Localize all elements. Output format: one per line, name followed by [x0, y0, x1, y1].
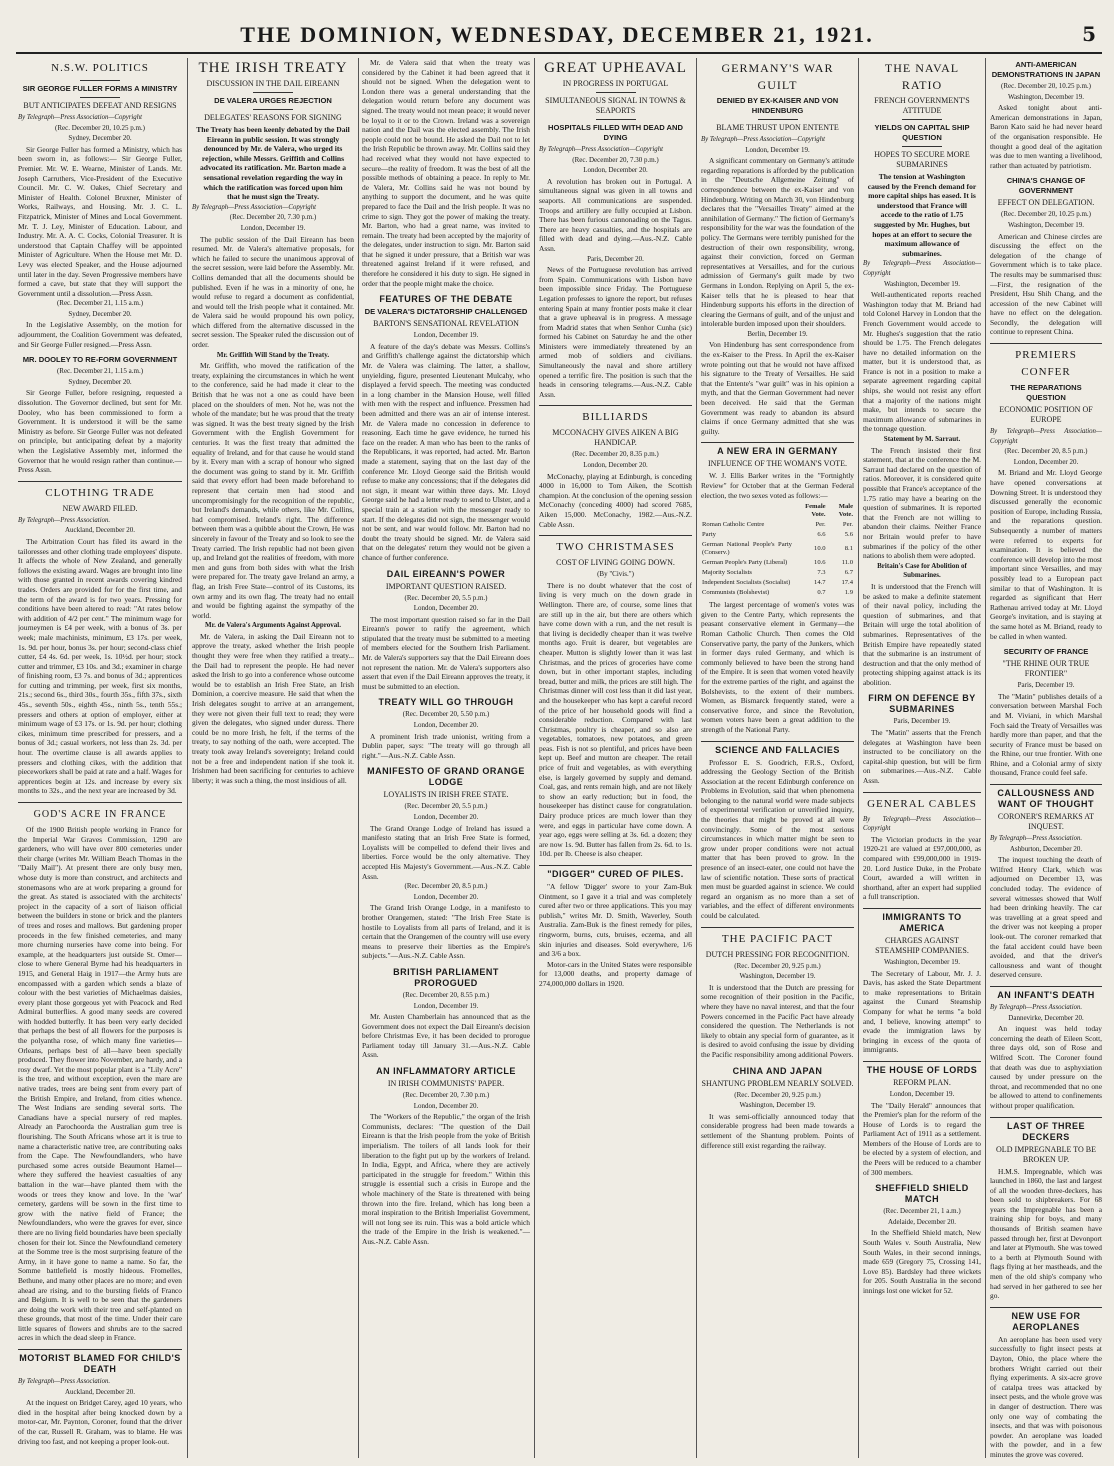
subheadline: SIR GEORGE FULLER FORMS A MINISTRY: [22, 84, 178, 93]
article-body: An aeroplane has been used very successfully to fight insect pests at Dayton, Ohio, the place where the brothers Wright carried out their flying experiments. A six-acre grove of catalpa trees was attacked by insect pests, and the whole grove was in danger of destruction. There was only one way of combating the insects, and that was with poisonous powder. An aeroplane was loaded with the powder, and in a few minutes the grove was covered.: [990, 1334, 1102, 1458]
headline: GREAT UPHEAVAL: [544, 60, 687, 76]
column-divider: [187, 58, 188, 1458]
headline: CALLOUSNESS AND WANT OF THOUGHT: [997, 788, 1095, 810]
credit-line: By Telegraph—Press Association.: [18, 516, 111, 524]
subheadline: INFLUENCE OF THE WOMAN'S VOTE.: [708, 459, 847, 469]
article-callousness: [990, 788, 1102, 980]
table-cell: German National People's Party (Conserv.): [702, 541, 792, 557]
dateline: Washington, December 19.: [883, 957, 961, 966]
received-line: (Rec. December 20, 7.30 p.m.): [402, 1091, 490, 1100]
dateline: London, December 20.: [413, 1101, 479, 1110]
headline: FEATURES OF THE DEBATE: [379, 294, 513, 305]
divider: [539, 405, 692, 406]
article-features-debate: [362, 294, 530, 562]
headline: GERMANY'S WAR GUILT: [721, 61, 834, 92]
subheadline: IN IRISH COMMUNISTS' PAPER.: [387, 1079, 505, 1089]
subheadline: DELEGATES' REASONS FOR SIGNING: [204, 113, 342, 122]
subheadline: CHINA'S CHANGE OF GOVERNMENT: [1006, 176, 1086, 196]
dateline: Paris, December 20.: [587, 254, 644, 263]
dateline: Sydney, December 20.: [68, 134, 132, 143]
column-1: [18, 58, 182, 1458]
article-body: News of the Portuguese revolution has arrived from Spain. Communications with Lisbon have been impossible since Friday. The Portuguese Legation professes to ignore the report, but refuses entering Spain at many frontier posts make it clear that a grave upheaval is in progress. A message from Madrid states that when Senhor Cunha (sic) formed his Cabinet on Saturday he and the other Ministers were immediately threatened by an armed mob of soldiers and civilians. Simultaneously the naval and shore artillery opened a terrific fire. The position is such that the heads in censoring telegrams.—Aus.-N.Z. Cable Assn.: [539, 265, 692, 399]
masthead-title: THE DOMINION, WEDNESDAY, DECEMBER 21, 1921.: [240, 22, 874, 47]
table-cell: 10.0: [814, 545, 826, 553]
vote-table-col: Female Vote.: [805, 503, 826, 519]
article-body: The inquest touching the death of Wilfred Henry Clark, which was adjourned on December 13, was concluded today. The evidence of several witnesses showed that Wolf had been drinking heavily. The car was travelling at a great speed and the driver was not keeping a proper look-out. The coroner remarked that the fatal accident could have been avoided, and that the driver's callousness and want of thought deserved censure.: [990, 855, 1102, 980]
article-jap-demo: [990, 60, 1102, 170]
article-body: W. J. Ellis Barker writes in the "Fortnightly Review" for October that at the German Federal election, the two sexes voted as follows:—: [701, 471, 854, 500]
masthead: [0, 22, 1114, 48]
table-row: [701, 558, 854, 568]
subheadline: YIELDS ON CAPITAL SHIP QUESTION: [874, 123, 970, 142]
table-cell: 0.7: [817, 589, 826, 597]
credit-line: By Telegraph—Press Association.: [18, 1378, 111, 1386]
article-christmases: [539, 539, 692, 859]
credit-line: By Telegraph—Press Association.: [990, 835, 1083, 843]
article-body: Mr. de Valera, in asking the Dail Eireann not to approve the treaty, asked whether the Irish people thought they were free when they ratified a treaty... the Dail had to represent the people. He had never asked the Irish to go into a conference whose outcome would be to establish an Irish Free State, an Irish Dominion, a coercive measure. He said that when the Irish delegates sought to arrive at an arrangement, they were not given their full text to read; they were given the delegates, who signed under duress. There could be no more Irish, he felt, if the terms of the treaty, to say nothing of the oath, were accepted. The treaty took away Ireland's sovereignty; Ireland could not be a free and independent nation if she took it. Irishmen had been sacrificing for centuries to achieve liberty; it was such a thing, the most insidious of all.: [192, 631, 354, 785]
article-body: The "Matin" asserts that the French delegates at Washington have been instructed to be conciliatory on the capital-ship question, but will be firm on submarines.—Aus.-N.Z. Cable Assn.: [863, 728, 981, 786]
table-cell: Party: [702, 531, 716, 539]
divider: [80, 80, 120, 81]
table-cell: 8.1: [844, 545, 853, 553]
article-body: The "Daily Herald" announces that the Premier's plan for the reform of the House of Lords is to regard the Parliament Act of 1911 as a settlement. Members of the House of Lords are to be elected by a system of election, and the Peers will be reduced to a chamber of 300 members.: [863, 1100, 981, 1177]
dateline: Dannevirke, December 20.: [1008, 1013, 1084, 1022]
table-cell: Roman Catholic Centre: [702, 521, 765, 529]
dateline: London, December 19.: [240, 223, 306, 232]
dateline: London, December 19.: [413, 331, 479, 340]
subheadline: IN PROGRESS IN PORTUGAL: [562, 79, 669, 88]
article-body: Well-authenticated reports reached Washington today that M. Briand had told Colonel Harvey in London that the French Government would accede to Mr. Hughes's suggestion that the ratio should be 1.75. The French delegates have no detailed information on the matter, but it is understood that, as France is not in a position to make a separate agreement regarding capital ships, she would not resist any effort that a majority of the nations might make, but intends to secure the maximum allowance of submarines in the tonnage question.: [863, 290, 981, 434]
article-body: A significant commentary on Germany's attitude regarding reparations is afforded by the publication in the "Deutsche Allgemeine Zeitung" of correspondence between the ex-Kaiser and von Hindenburg. Writing on March 30, von Hindenburg declares that the "Versailles Treaty" aimed at the annihilation of Germany." The fiction of Germany's responsibility for the war was the foundation of the policy. The Germans were terribly punished for the destruction of their own responsibility, wrong, against their conviction, forced on German representatives at Versailles, and for the curious admission of Germany's guilt made by two Germans in London. Replying on April 5, the ex-Kaiser tells that he is pleased to hear that Hindenburg supports his efforts in the direction of clearing the Germans of guilt, and of the unjust and intolerable burden imposed upon their shoulders.: [701, 156, 854, 329]
subheadline: NEW AWARD FILED.: [62, 503, 138, 513]
column-4: [539, 58, 692, 1458]
table-cell: 1.9: [844, 589, 853, 597]
divider: [80, 97, 120, 98]
article-irish-treaty: [192, 60, 354, 785]
subheadline: BARTON'S SENSATIONAL REVELATION: [373, 319, 519, 329]
divider: [863, 792, 981, 793]
received-line: (Rec. December 20, 10.25 p.m.): [1001, 210, 1091, 219]
article-body: M. Briand and Mr. Lloyd George have opened conversations at Downing Street. It is understood they discussed generally the economic position of Europe, including Russia, and the reparations question. Subsequently a number of matters were referred to experts for examination. It is believed the conference will develop into the most important since Versailles, and may possibly lead to a European pact similar to that of Washington. It is regarded as significant that Herr Rathenau arrived today at Mr. Lloyd George's invitation, and is staying at the same hotel as M. Briand, ready to be called in when wanted.: [990, 468, 1102, 641]
article-body: Professor E. S. Goodrich, F.R.S., Oxford, addressing the Geology Section of the British Association at the recent Edinburgh conference on Problems in Evolution, said that when phenomena belonging to the natural world were made subjects of experimental verification or unverified inquiry, the theories that might be proved at all were convincingly. Some of the most serious circumstances in which matter might be seen to grow under proper conditions were not actual matter that has been proved to grow. In the presence of an insect-eater, one could not have the law of scientific notation. These sorts of practical men must be guarded against in science. We could regard an organism as no more than a set of variables, and the effect of different environments could be calculated.: [701, 757, 854, 920]
headline: MANIFESTO OF GRAND ORANGE LODGE: [367, 766, 525, 788]
article-orange-lodge: [362, 766, 530, 961]
dateline: Paris, December 19.: [1017, 681, 1075, 690]
subheadline: HOSPITALS FILLED WITH DEAD AND DYING: [548, 123, 683, 142]
divider: [539, 535, 692, 536]
credit-line: By Telegraph—Press Association—Copyright: [863, 260, 981, 277]
dateline: Berlin, December 19.: [747, 329, 808, 338]
dateline: Adelaide, December 20.: [887, 1217, 957, 1226]
dateline: London, December 19.: [889, 1089, 955, 1098]
dateline: London, December 19.: [745, 145, 810, 154]
article-infant-death: [990, 990, 1102, 1111]
article-body: An inquest was held today concerning the death of Eileen Scott, three days old, son of Rose and Wilfred Scott. The Coroner found that death was due to asphyxiation caused by under pressure on the throat, and recommended that no one be allowed to attend to confinements without proper qualification.: [990, 1024, 1102, 1110]
dateline: London, December 19.: [413, 1001, 479, 1010]
article-dooley: [18, 355, 182, 475]
vote-table-header: [701, 502, 854, 520]
divider: [701, 442, 854, 443]
credit-line: By Telegraph—Press Association—Copyright: [990, 428, 1102, 445]
article-naval-ratio: [863, 60, 981, 687]
article-body: The largest percentage of women's votes was given to the Centre Party, which represents the peasant conservative element in Germany—the Roman Catholic Church. Then comes the Old Conservative party, the party of the Junkers, which in former days ruled Germany, and which is commonly believed to have been the strong hand of the Empire. It is seen that women voted heavily for the extreme parties of the right, and against the Bolshevists, to the extent of their numbers. Women, as Bismarck frequently stated, were a conservative force, and since the Revolution, women voters have been a great addition to the strength of the National Party.: [701, 600, 854, 734]
divider: [863, 908, 981, 909]
headline: THE IRISH TREATY: [198, 60, 348, 76]
article-body: The "Matin" publishes details of a conversation between Marshal Foch and M. Viviani, in which Marshal Foch said the Treaty of Versailles was hardly more than paper, and that the security of France must be based on the Rhine, our true frontier. With one Rhine, and a Colonial army of sixty thousand, France could feel safe.: [990, 691, 1102, 778]
subheadline: REFORM PLAN.: [893, 1077, 951, 1087]
headline: N.S.W. POLITICS: [51, 62, 149, 74]
article-billiards: [539, 409, 692, 529]
subheadline: EFFECT ON DELEGATION.: [997, 198, 1095, 208]
article-body: The Grand Irish Orange Lodge, in a manifesto to brother Orangemen, stated: "The Irish Free State is hostile to Loyalists from all parts of Ireland, and it is certain that the Orangemen of the country will use every means to preserve their liberties as the Empire's subjects."—Aus.-N.Z. Cable Assn.: [362, 903, 530, 961]
article-body: Asked tonight about anti-American demonstrations in Japan, Baron Kato said he had never heard of the organisation responsible. He thought a good deal of the agitation was due to men wanting a livelihood, rather than actuated by patriotism.: [990, 103, 1102, 170]
side-heading: Mr. de Valera's Arguments Against Approval.: [205, 621, 341, 630]
article-body: The Grand Orange Lodge of Ireland has issued a manifesto stating that an Irish Free State is formed, Loyalists will be compelled to defend their lives and liberties. Force would be the only alternative. They accepted His Majesty's Government.—Aus.-N.Z. Cable Assn.: [362, 823, 530, 881]
headline: CLOTHING TRADE: [45, 486, 155, 499]
subheadline: IMPORTANT QUESTION RAISED.: [385, 581, 507, 591]
dateline: London, December 20.: [1013, 457, 1079, 466]
table-row: [701, 540, 854, 558]
masthead-rule: [16, 52, 1102, 54]
column-6: [863, 58, 981, 1458]
article-sheffield-shield: [863, 1183, 981, 1295]
vote-table-col: Male Vote.: [838, 503, 853, 519]
headline: THE HOUSE OF LORDS: [866, 1064, 978, 1075]
headline: PREMIERS CONFER: [1015, 349, 1077, 379]
article-body: The most important question raised so far in the Dail Eireann's power to ratify the agreement, which stipulated that the treaty must be submitted to a meeting of members elected for the Southern Irish Parliament. Mr. de Valera's supporters say that the Dail Eireann does not represent the nation. Mr. de Valera's supporters also assert that even if the Dail Eireann approves the treaty, it must be submitted to an election.: [362, 614, 530, 691]
received-line: (Rec. December 20, 10.25 p.m.): [1001, 82, 1091, 90]
subheadline: DE VALERA URGES REJECTION: [214, 96, 332, 105]
article-china-japan: [701, 1066, 854, 1151]
received-line: (Rec. December 21, 1 a.m.): [883, 1207, 961, 1216]
headline: FIRM ON DEFENCE BY SUBMARINES: [868, 693, 976, 715]
credit-line: By Telegraph—Press Association—Copyright: [701, 136, 825, 143]
subheadline: DENIED BY EX-KAISER AND VON HINDENBURG: [716, 96, 839, 115]
article-new-era: [701, 446, 854, 734]
article-security-france: [990, 647, 1102, 778]
headline: THE NAVAL RATIO: [884, 61, 960, 92]
article-piles-ad: [539, 869, 692, 989]
article-immigrants: [863, 912, 981, 1055]
divider: [990, 986, 1102, 987]
article-war-guilt: [701, 60, 854, 436]
received-line: (Rec. December 20, 9.25 p.m.): [734, 961, 821, 970]
headline: LAST OF THREE DECKERS: [1007, 1120, 1085, 1142]
column-7: [990, 58, 1102, 1458]
credit-line: By Telegraph—Press Association—Copyright: [863, 815, 981, 833]
received-line: (Rec. December 20, 8.5 p.m.): [1004, 447, 1088, 456]
vote-table: [701, 502, 854, 598]
article-body: American and Chinese circles are discussing the effect on the delegation of the change of Government which is to take place. The results may be summarised thus:—First, the resignation of the President, Hsu Shih Chang, and the accession of the new Cabinet will have no effect on the delegation. Secondly, the delegation will continue to represent China.: [990, 231, 1102, 337]
column-divider: [696, 58, 697, 1458]
table-cell: Majority Socialists: [702, 569, 753, 577]
dateline: Washington, December 19.: [1007, 220, 1085, 229]
headline: DAIL EIREANN'S POWER: [386, 568, 506, 579]
article-body: There is no doubt whatever that the cost of living is very much on the down grade in Wellington. There are, of course, some lines that are still up in the air, but there are others which have come down with a run, and the net result is that living is decidedly cheaper than it was twelve months ago. Fruit is dearer, but vegetables are cheaper. Mutton is slightly lower than it was last Christmas, and the prices of groceries have come down, but in other important staples, including bread, butter and milk, the prices are still high. The Christmas dinner will cost less than it did last year, and the housekeeper who has kept a careful record of the price of her household goods will find a considerable reduction. Compared with last Christmas, poultry is cheaper, and so also are vegetables, tomatoes, new potatoes, and green peas. Fish is not so plentiful, and prices have been kept up. Beef and mutton are cheaper. The retail price of fruit and vegetables, as with everything else, is largely governed by supply and demand. Coal, gas, and rents remain high, and are not likely to show an early reduction; but in food, the housekeeper has distinct cause for congratulation. Dairy produce prices are much lower than they were, and eggs in particular have come down. A year ago, eggs were selling at 3s. 6d. a dozen; they are now 1s. 9d. Butter has fallen from 2s. 6d. to 1s. 10d. per lb. Cheese is also cheaper.: [539, 580, 692, 859]
dateline: London, December 20.: [413, 721, 479, 730]
headline: A NEW ERA IN GERMANY: [717, 446, 838, 457]
table-row: [701, 568, 854, 578]
dateline: Paris, December 19.: [893, 717, 951, 726]
divider: [253, 92, 293, 93]
table-row: [701, 588, 854, 598]
headline: TWO CHRISTMASES: [556, 541, 675, 554]
column-divider: [358, 58, 359, 1458]
article-body: Of the 1900 British people working in France for the Imperial War Graves Commission, 1290 are gardeners, who will have over 800 cemeteries under their charge (writes Mr. William Beach Thomas in the "Daily Mail"). At present there are only busy men, whose duty is more than construct, and architects and stonemasons who are at work preparing a ground for the great. As stated is associated with the architects' project in the capacity of a sort of liaison official between the builders in stone or brick and the planters of trees and roses and mallows. But gardening proper proceeds in the few finished cemeteries, and many more churning nurseries have come into being. For example, at the headquarters just outside St. Omer—close to where General Byrne had his headquarters in 1915, and General Haig in 1917—the Army huts are encompassed with a garden which sends a blaze of colour with the best varieties of Michaelmas daisies, every plant those gorgeous yet with Peacock and Red Admiral butterflies. A good many seeds are covered with hodded butterfly. It has been very early decided that perhaps the best of all flowers for the purposes is the polyantha rose, of which many fine varieties—Orleans, perhaps best of all—have been specially produced. They flower into November, are hardy, and a rosy dwarf. Yet the most popular plant is a "Lily Acre" is the tree, and without exception, even the mare are native trades, trees are being sent from every part of the British Empire, and Ireland, from cities whence. The West Indians are sending several sorts. The Canadians have a special nursery of red maples. Already an Parochoorda the Australian gum tree is flourishing. The South Africans whose art it is true to name a characteristic native tree, are contributing oaks from the Cape. The Newfoundlanders, who have purchased some acres outside Beaumont Hamel—where they suffered the heaviest casualties of any battalion in the war—have planted them with the woods or trees they know and love. In the 'war' cemetery, gardens will be sown in the first time to grow with the native field of France; the Newfoundlanders, who were the graves for ever, since there are no living field boundaries have been specially chosen for their lot. Since the Newfoundland cemetery at the Somme tree is the most surprising feature of the Army, in it have gone to name a name. So far, the Somme battlefield is mostly hideous. Fromelles, Bethune, and many other places are no more; and even ahead are rising, and to the bursting fields of Franco and Belgium. It is well to be seen that the gardeners are doing the work with their tree and self-planted on these grounds, that most of the time. Under their care little squares of flowers and shrubs are to the sacred acres in which the dead sleep in France.: [18, 825, 182, 1343]
divider: [18, 1349, 182, 1350]
headline: SCIENCE AND FALLACIES: [715, 744, 840, 755]
article-gods-acre: [18, 806, 182, 1343]
received-line: (Rec. December 20, 5.50 p.m.): [402, 710, 490, 719]
column-divider: [985, 58, 986, 1458]
article-portugal: [539, 60, 692, 399]
dateline: London, December 20.: [413, 892, 479, 901]
lead-paragraph: The tension at Washington caused by the French demand for more capital ships has eased. It is understood that France will accede to the ratio of 1.75 suggested by Mr. Hughes, but hopes at an effort to secure the maximum allowance of submarines.: [867, 172, 977, 258]
credit-line: By Telegraph—Press Association—Copyright: [539, 146, 663, 153]
received-line: (Rec. December 20, 5.5 p.m.): [404, 802, 488, 811]
article-body: It is understood that the Dutch are pressing for some recognition of their position in the Pacific, where they have no naval interest, and that the four Powers concerned in the Pacific Pact have already considered the question. The Netherlands is not likely to obtain any special form of guarantee, as it is desired to avoid confusing the issue by dividing the Pacific responsibility among additional Powers.: [701, 982, 854, 1059]
article-motorist: [18, 1353, 182, 1446]
lead-paragraph: The Treaty has been keenly debated by the Dail Eireann in public session. It was strongly denounced by Mr. de Valera, who urged its rejection, while Messrs. Griffith and Collins advocated its ratification. Mr. Barton made a sensational revelation regarding the way in which the ratification was forced upon him that he must sign the Treaty.: [196, 125, 350, 202]
dateline: Auckland, December 20.: [65, 526, 135, 535]
article-general-cables: [863, 796, 981, 902]
divider: [701, 741, 854, 742]
subheadline: DISCUSSION IN THE DAIL EIREANN: [206, 79, 340, 88]
article-continued: [362, 58, 530, 288]
article-body: The Arbitration Court has filed its award in the tailoresses and other clothing trade employees' dispute. It affects the whole of New Zealand, and generally follows the existing award. Wages are brought into line with those granted in recent awards covering kindred trades. Orders are provided for for the first time, and the term of the award is for two years. Pressing for conditions have been altered to read: "At rates below with addition of 4/2 per cent." The minimum wage for journeymen is £4 per week, with a bonus of 3s. per week; male machinists, minimum, £3 17s. per week, 1s. 9d. per hour, bonus 3s. per hour; second-class chief cutter, £4 4s. 6d. per week, 1s. 10½d. per hour; stock cutter and trimmer, £3 10s. and 3d.; examiner in charge of finishing room, £3 7s. and bonus of 3d.; apprentices for cutting and trimming, per week, first six months, 21s.; second 6s., third 30s., fourth 35s., fifth 37s., sixth 45s., seventh 50s., eighth 45s., ninth 5s., tenth 55s.; pressers and others at option of employer, either at minimum wage of £3 17s. or 1s. 9d. per hour; clothing cikes, minimum time prescribed for pressers, and a bonus of 3d.; casual workers, not less than 2s. 3d. per hour. The overtime clause is all awards applies to pressers and clothing cikes, with the addition that pieceworkers shall be paid at rate and a half. Wages for apprentices begin at 12s. and increase by every six months to 32s., and the next year are increased by 3d.: [18, 536, 182, 796]
dateline: Sydney, December 20.: [68, 377, 132, 386]
side-heading: Britain's Case for Abolition of Submarines.: [877, 561, 967, 580]
article-body: The public session of the Dail Eireann has been resumed. Mr. de Valera's alternative proposals, for which he failed to secure the unanimous approval of the secret session, were laid before the Assembly. Mr. Collins demanded that all the documents should be published. Even if he was in a minority of one, he would refuse to regard a document as confidential, and would tell the Irish people what it contained. Mr. de Valera said he would propound his own policy, which differed from the alternative discussed in the secret session. The Speaker ruled the discussion out of order.: [192, 234, 354, 350]
subheadline: SECURITY OF FRANCE: [1003, 647, 1089, 657]
article-aeroplanes: [990, 1311, 1102, 1458]
subheadline: COST OF LIVING GOING DOWN.: [556, 558, 675, 568]
page-number: 5: [1082, 22, 1096, 46]
divider: [596, 119, 636, 120]
divider: [539, 865, 692, 866]
dateline: Washington, December 19.: [739, 1101, 816, 1110]
article-body: McConachy, playing at Edinburgh, is conceding 4000 in 16,000 to Tom Aiken, the Scottish champion. At the conclusion of the opening session McConachy (conceding 4000) had scored 7685, Aiken 15,000. McConachy, 1982.—Aus.-N.Z. Cable Assn.: [539, 471, 692, 529]
article-body: In the Sheffield Shield match, New South Wales v. South Australia, New South Wales, in their second innings, made 659 (Gregory 75, Crossing 141, Love 85). Bardsley had three wickets for 205. South Australia in the second innings lost one wicket for 52.: [863, 1228, 981, 1295]
subheadline: CHARGES AGAINST STEAMSHIP COMPANIES.: [875, 935, 969, 955]
headline: MOTORIST BLAMED FOR CHILD'S DEATH: [19, 1353, 181, 1375]
column-divider: [858, 58, 859, 1458]
byline: (By "Civis."): [597, 570, 634, 579]
table-cell: Independent Socialists (Socialist): [702, 579, 791, 587]
article-clothing-trade: [18, 485, 182, 796]
article-body: Von Hindenburg has sent correspondence from the ex-Kaiser to the Press. In April the ex-Kaiser wrote pointing out that he would not have affixed his signature to the Treaty of Versailles. He said that the Entente's "war guilt" was in his opinion a myth, and that the German Government had never been deceived. He said that the German Government was ready to abandon its absurd claims if once Germany admitted that she was guilty.: [701, 340, 854, 436]
article-body: A prominent Irish trade unionist, writing from a Dublin paper, says: "The treaty will go through all right."—Aus.-N.Z. Cable Assn.: [362, 731, 530, 760]
table-cell: 14.7: [814, 579, 826, 587]
subheadline: THE REPARATIONS QUESTION: [1010, 383, 1082, 403]
article-china-gov: [990, 176, 1102, 337]
headline: BILLIARDS: [582, 411, 649, 424]
table-cell: 7.3: [817, 569, 826, 577]
received-line: (Rec. December 20, 5.5 p.m.): [404, 593, 488, 602]
divider: [902, 119, 942, 120]
credit-line: By Telegraph—Press Association.: [990, 1003, 1083, 1011]
table-cell: German People's Party (Liberal): [702, 559, 788, 567]
subheadline: DE VALERA'S DICTATORSHIP CHALLENGED: [364, 307, 528, 317]
divider: [902, 146, 942, 147]
headline: BRITISH PARLIAMENT PROROGUED: [393, 966, 499, 988]
column-5: [701, 58, 854, 1458]
subheadline: MCCONACHY GIVES AIKEN A BIG HANDICAP.: [552, 428, 679, 448]
article-parliament: [362, 967, 530, 1060]
headline: CHINA AND JAPAN: [732, 1065, 823, 1076]
article-body: The "Workers of the Republic," the organ of the Irish Communists, declares: "The question of the Dail Eireann is that the Irish people from the yoke of British imperialism. The toilers of all lands look for their liberation to the fight put up by the workers of Ireland. In India, Egypt, and Africa, where they are actively participated in the struggle for freedom." Within this struggle is essential such a crisis in Europe and the whole machinery of the State is threatened with being thrown into the fire. Ireland, which has long been a moral inspiration to the British Imperialist Government, will not long see its ruin. This was a bold article which the trade of the Empire in the Irish is weakened."—Aus.-N.Z. Cable Assn.: [362, 1112, 530, 1246]
article-body: Sir George Fuller has formed a Ministry, which has been sworn in, as follows:— Sir George Fuller, Premier. Mr. W. E. Wearne, Minister of Lands. Mr. Joseph Carruthers, Vice-President of the Executive Council. Mr. C. W. Oakes, Chief Secretary and Minister of Health. Colonel Bruxner, Minister of Works, Railways, and Housing. Mr. J. C. L. Fitzpatrick, Minister of Mines and Local Government. Mr. T. J. Ley, Minister of Education. Labour, and Industry. Mr. A. A. C. Cocks, Colonial Treasurer. It is understood that Captain Chaffey will be appointed Minister of Agriculture. When the House met Mr. D. Levy was elected Speaker, and the House adjourned until later in the day. Seven Progressive members have formed a cave, but state that they will support the Government until a dissolution.—Press Assn.: [18, 144, 182, 298]
received-line: (Rec. December 21, 1.15 a.m.): [56, 299, 144, 308]
divider: [990, 784, 1102, 785]
dateline: Sydney, December 20.: [68, 309, 132, 318]
article-science: [701, 745, 854, 921]
dateline: London, December 20.: [413, 604, 479, 613]
table-cell: 17.4: [841, 579, 853, 587]
article-pacific-pact: [701, 931, 854, 1060]
vote-table-col: [701, 502, 793, 520]
table-row: [701, 578, 854, 588]
dateline: Washington, December 19.: [1007, 92, 1085, 101]
headline: AN INFLAMMATORY ARTICLE: [376, 1066, 516, 1077]
divider: [596, 92, 636, 93]
article-body: It is understood that the French will be asked to make a definite statement of their naval policy, including the question of submarines, and that Britain will urge the total abolition of submarines. Representatives of the British Empire have repeatedly stated that the submarine is an instrument of destruction and that the only method of protecting shipping against attack is its abolition.: [863, 581, 981, 687]
dateline: Auckland, December 20.: [65, 1387, 135, 1396]
table-cell: Per.: [842, 521, 853, 529]
dateline: Ashburton, December 20.: [1009, 844, 1083, 853]
dateline: London, December 20.: [583, 461, 648, 470]
received-line: (Rec. December 20, 10.25 p.m.): [55, 123, 145, 132]
column-divider: [534, 58, 535, 1458]
article-body: Mr. de Valera said that when the treaty was considered by the Cabinet it had been agreed that it should not be signed. When the delegation went to London there was a general understanding that the delegation would return before any document was signed. The treaty would not mean peace; it would never be loyal to it or to the Crown. Ireland was a sovereign nation and the Dail was the elected assembly. The Irish people could not be bound. He asked the Dail not to let the Irish Republic be thrown away. Mr. Collins said they had received what they would not have expected to secure—the reality of freedom. It was the best of all the possible methods of obtaining a peace. In reply to Mr. de Valera, Mr. Collins said he was not bound by anything to support the document, and he was quite prepared to face the Dail and the Irish people. It was no crime to sign. They got the power of making the treaty. Mr. Barton, who had a great name, was invited to remain. The treaty had been accepted by the majority of the delegates, under instruction to sign. Mr. Barton said that he signed it under pressure, that a British war was threatened against Ireland if it were refused, and therefore he considered it his duty to sign. He signed in order that the people might make the choice.: [362, 58, 530, 288]
received-line: (Rec. December 20, 8.5 p.m.): [404, 882, 488, 891]
subheadline: BUT ANTICIPATES DEFEAT AND RESIGNS: [23, 101, 177, 110]
article-body: At the inquest on Bridget Carey, aged 10 years, who died in the hospital after being knocked down by a motor-car, Mr. Paynton, Coroner, found that the driver of the car, Russell R. Graham, was to blame. He was driving too fast, and not keeping a proper look-out.: [18, 1398, 182, 1446]
article-premiers-confer: [990, 347, 1102, 641]
table-cell: 10.6: [814, 559, 826, 567]
article-house-of-lords: [863, 1065, 981, 1177]
dateline: Washington, December 19.: [739, 972, 816, 981]
headline: THE PACIFIC PACT: [721, 932, 834, 945]
article-body: Sir George Fuller, before resigning, requested a dissolution. The Governor declined, but sent for Mr. Dooley, who has been commissioned to form a Government. It is understood it will be the same Ministry as before. Sir George Fuller was not defeated on principle, but anticipating defeat by a majority when the Legislative Assembly met, informed the Governor that he would resign rather than continue.—Press Assn.: [18, 388, 182, 475]
article-submarines: [863, 693, 981, 785]
credit-line: By Telegraph—Press Association—Copyright: [18, 114, 142, 121]
dateline: Washington, December 19.: [883, 279, 961, 288]
table-row: [701, 530, 854, 540]
headline: NEW USE FOR AEROPLANES: [1011, 1310, 1081, 1332]
subheadline: ECONOMIC POSITION OF EUROPE: [999, 405, 1093, 425]
table-row: [701, 520, 854, 530]
divider: [990, 1307, 1102, 1308]
received-line: (Rec. December 20, 9.25 p.m.): [734, 1090, 821, 1099]
column-2: [192, 58, 354, 1458]
article-body: The French insisted their first statement, that at the conference the M. Sarraut had declared on the question of ratios. Moreover, it is considered quite possible that France's acceptance of the 1.75 ratio may have a bearing on the question of submarines. It is reported that the French are not willing to abandon their claims. Neither France nor Britain would prefer to have submarines if the policy of the other nations to abolish them were adopted.: [863, 445, 981, 561]
received-line: (Rec. December 20, 8.55 p.m.): [402, 990, 490, 999]
received-line: (Rec. December 20, 8.35 p.m.): [572, 450, 659, 459]
article-body: Mr. Griffith, who moved the ratification of the treaty, explaining the circumstances in which he went to the conference, said he had made it clear to the British that he was not a one as could have been placed on the shoulders of men. Not he, was not the whole of the mandate; but he was proud that the treaty was signed. It was the best treaty signed by the Irish Government with the English Government for centuries. It was the first treaty that admitted the equality of Ireland, and for that cause he would stand by it. Every man with a scrap of honour who signed the document was going to stand by it. Mr. Griffith said that every effort had been made beforehand to represent that certain men had stood and uncompromisingly for the recognition of the republic, but Ireland's demands, while others, like Mr. Collins, had compromised. Ireland's right. The difference between them was a quibble about the Crown, He was sincerely in favour of the Treaty and so look to see the Treaty carried. The Irish republic had not been given up, and Ireland got the realities of freedom, with more men and guns from both sides with what the Irish were prepared for. The treaty gave Ireland an army, a flag, an Irish Free State—control of its Customs, its own army and its own flag. The treaty had no entail and would be fighting against the sympathy of the world.: [192, 361, 354, 620]
subheadline: FRENCH GOVERNMENT'S ATTITUDE: [874, 96, 970, 115]
article-body: H.M.S. Impregnable, which was launched in 1860, the last and largest of all the wooden three-deckers, has been sold to shipbreakers. For 68 years the Impregnable has been a training ship for boys, and many thousands of British seamen have passed through her, first at Devonport and later at Plymouth. She was towed to a berth at Plymouth Sound with flags flying at her mastheads, and the men of the old ship's company who had served in her gathered to see her go.: [990, 1166, 1102, 1301]
divider: [701, 927, 854, 928]
received-line: (Rec. December 20, 7.30 p.m.): [572, 155, 659, 164]
subheadline: DUTCH PRESSING FOR RECOGNITION.: [705, 949, 850, 959]
divider: [863, 1061, 981, 1062]
table-cell: Per.: [815, 521, 826, 529]
headline: GOD'S ACRE IN FRANCE: [33, 809, 167, 820]
divider: [990, 343, 1102, 344]
side-heading: Statement by M. Sarraut.: [883, 435, 961, 444]
article-inflammatory: [362, 1066, 530, 1247]
column-3: [362, 58, 530, 1458]
table-cell: 11.0: [841, 559, 853, 567]
subheadline: SHANTUNG PROBLEM NEARLY SOLVED.: [701, 1078, 854, 1088]
article-body: In the Legislative Assembly, on the motion for adjournment, the Coalition Government was defeated, and Sir George Fuller resigned.—Press Assn.: [18, 320, 182, 349]
table-cell: 6.6: [817, 531, 826, 539]
article-body: A feature of the day's debate was Messrs. Collins's and Griffith's challenge against the dictatorship which Mr. de Valera was claiming. The latter, a shallow, unyielding, figure, presented Lieutenant Mulcahy, who displayed a fervid speech. The meeting was conducted in a long chamber in the Mansion House, well filled with men with the respect and influence. Pressmen had been admitted and there was an air of intense interest. Mr. de Valera made no concession in deference to reasoning. Each time he gave evidence, he turned his face on the reader. A man who has been to the ranks of the Republicans, it was reported, had acted. Mr. Barton made a statement, saying that on the last day of the conference Mr. Lloyd George said the British would refuse to make any concessions; that if the delegates did not sign, it meant war within three days. Mr. Lloyd George said he had a letter ready to send to Ulster, and a special train at a station with the messenger ready to start. If the delegates did not sign, the messenger would not be sent, and war would follow. Mr. Barton had no doubt the treaty should be signed. Mr. de Valera said that on the delegates' return they would not be given a chance of further conference.: [362, 341, 530, 562]
subheadline: LOYALISTS IN IRISH FREE STATE.: [383, 790, 509, 800]
table-cell: 5.6: [844, 531, 853, 539]
subheadline: SIMULTANEOUS SIGNAL IN TOWNS & SEAPORTS: [545, 96, 686, 115]
article-body: The Secretary of Labour, Mr. J. J. Davis, has asked the State Department to make representations to Britain against the Cunard Steamship Company for what he terms "a bold and, I believe, knowing attempt" to evade the immigration laws by bringing in excess of the quota of immigrants.: [863, 968, 981, 1055]
subheadline: HOPES TO SECURE MORE SUBMARINES: [874, 150, 970, 169]
article-body: "A fellow 'Digger' swore to your Zam-Buk Ointment, so I gave it a trial and was completely cured after two or three applications. This you may publish," writes Mr. D. Smith, Waverley, South Australia. Zam-Buk is the finest remedy for piles, ringworm, burns, cuts, bruises, eczema, and all skin injuries and diseases. Sold everywhere, 1/6 and 3/6 a box.: [539, 882, 692, 959]
received-line: (Rec. December 21, 1.15 a.m.): [56, 367, 144, 376]
subheadline: "THE RHINE OUR TRUE FRONTIER": [1002, 659, 1090, 679]
article-body: A revolution has broken out in Portugal. A simultaneous signal was given in all towns and seaports. All communications are suspended. Troops and artillery are fully occupied at Lisbon. There has been furious cannonading on the Tagus. There are heavy casualties, and the hospitals are filled with dead and dying.—Aus.-N.Z. Cable Assn.: [539, 176, 692, 253]
divider: [253, 109, 293, 110]
headline: AN INFANT'S DEATH: [997, 989, 1095, 1000]
headline: GENERAL CABLES: [867, 797, 977, 810]
table-cell: Communists (Bolshevist): [702, 589, 770, 597]
headline: "DIGGER" CURED OF PILES.: [547, 869, 684, 879]
article-body: Motor-cars in the United States were responsible for 13,000 deaths, and property damage of 274,000,000 dollars in 1920.: [539, 959, 692, 988]
table-cell: 6.7: [844, 569, 853, 577]
article-nsw-politics: [18, 60, 182, 349]
headline: SHEFFIELD SHIELD MATCH: [875, 1183, 969, 1205]
article-body: The Victorian products in the year 1920-21 are valued at £97,000,000, as compared with £99,000,000 in 1919-20. Lord Justice Duke, in the Probate Court, awarded a will written in shorthand, after an expert had supplied a full transcription.: [863, 834, 981, 902]
side-heading: Mr. Griffith Will Stand by the Treaty.: [216, 350, 330, 359]
dateline: London, December 20.: [583, 166, 648, 175]
article-body: It was semi-officially announced today that considerable progress had been made towards a settlement of the Shantung problem. Points of difference still exist regarding the railway.: [701, 1111, 854, 1150]
article-dail-power: [362, 569, 530, 692]
headline: IMMIGRANTS TO AMERICA: [882, 911, 962, 933]
subheadline: BLAME THRUST UPON ENTENTE: [716, 123, 839, 132]
subheadline: ANTI-AMERICAN DEMONSTRATIONS IN JAPAN: [991, 60, 1101, 79]
subheadline: CORONER'S REMARKS AT INQUEST.: [997, 812, 1095, 832]
dateline: London, December 20.: [413, 813, 479, 821]
article-treaty-through: [362, 697, 530, 760]
divider: [18, 802, 182, 803]
divider: [18, 481, 182, 482]
credit-line: By Telegraph—Press Association—Copyright: [192, 203, 316, 211]
headline: TREATY WILL GO THROUGH: [378, 697, 514, 708]
subheadline: MR. DOOLEY TO RE-FORM GOVERNMENT: [22, 355, 178, 365]
received-line: (Rec. December 20, 7.30 p.m.): [229, 213, 317, 222]
divider: [990, 1117, 1102, 1118]
divider: [758, 119, 798, 120]
article-body: Mr. Austen Chamberlain has announced that as the Government does not expect the Dail Eireann's decision before Christmas Eve, it has been decided to prorogue Parliament today till January 31.—Aus.-N.Z. Cable Assn.: [362, 1012, 530, 1060]
article-three-deckers: [990, 1121, 1102, 1301]
subheadline: OLD IMPREGNABLE TO BE BROKEN UP.: [996, 1144, 1096, 1164]
